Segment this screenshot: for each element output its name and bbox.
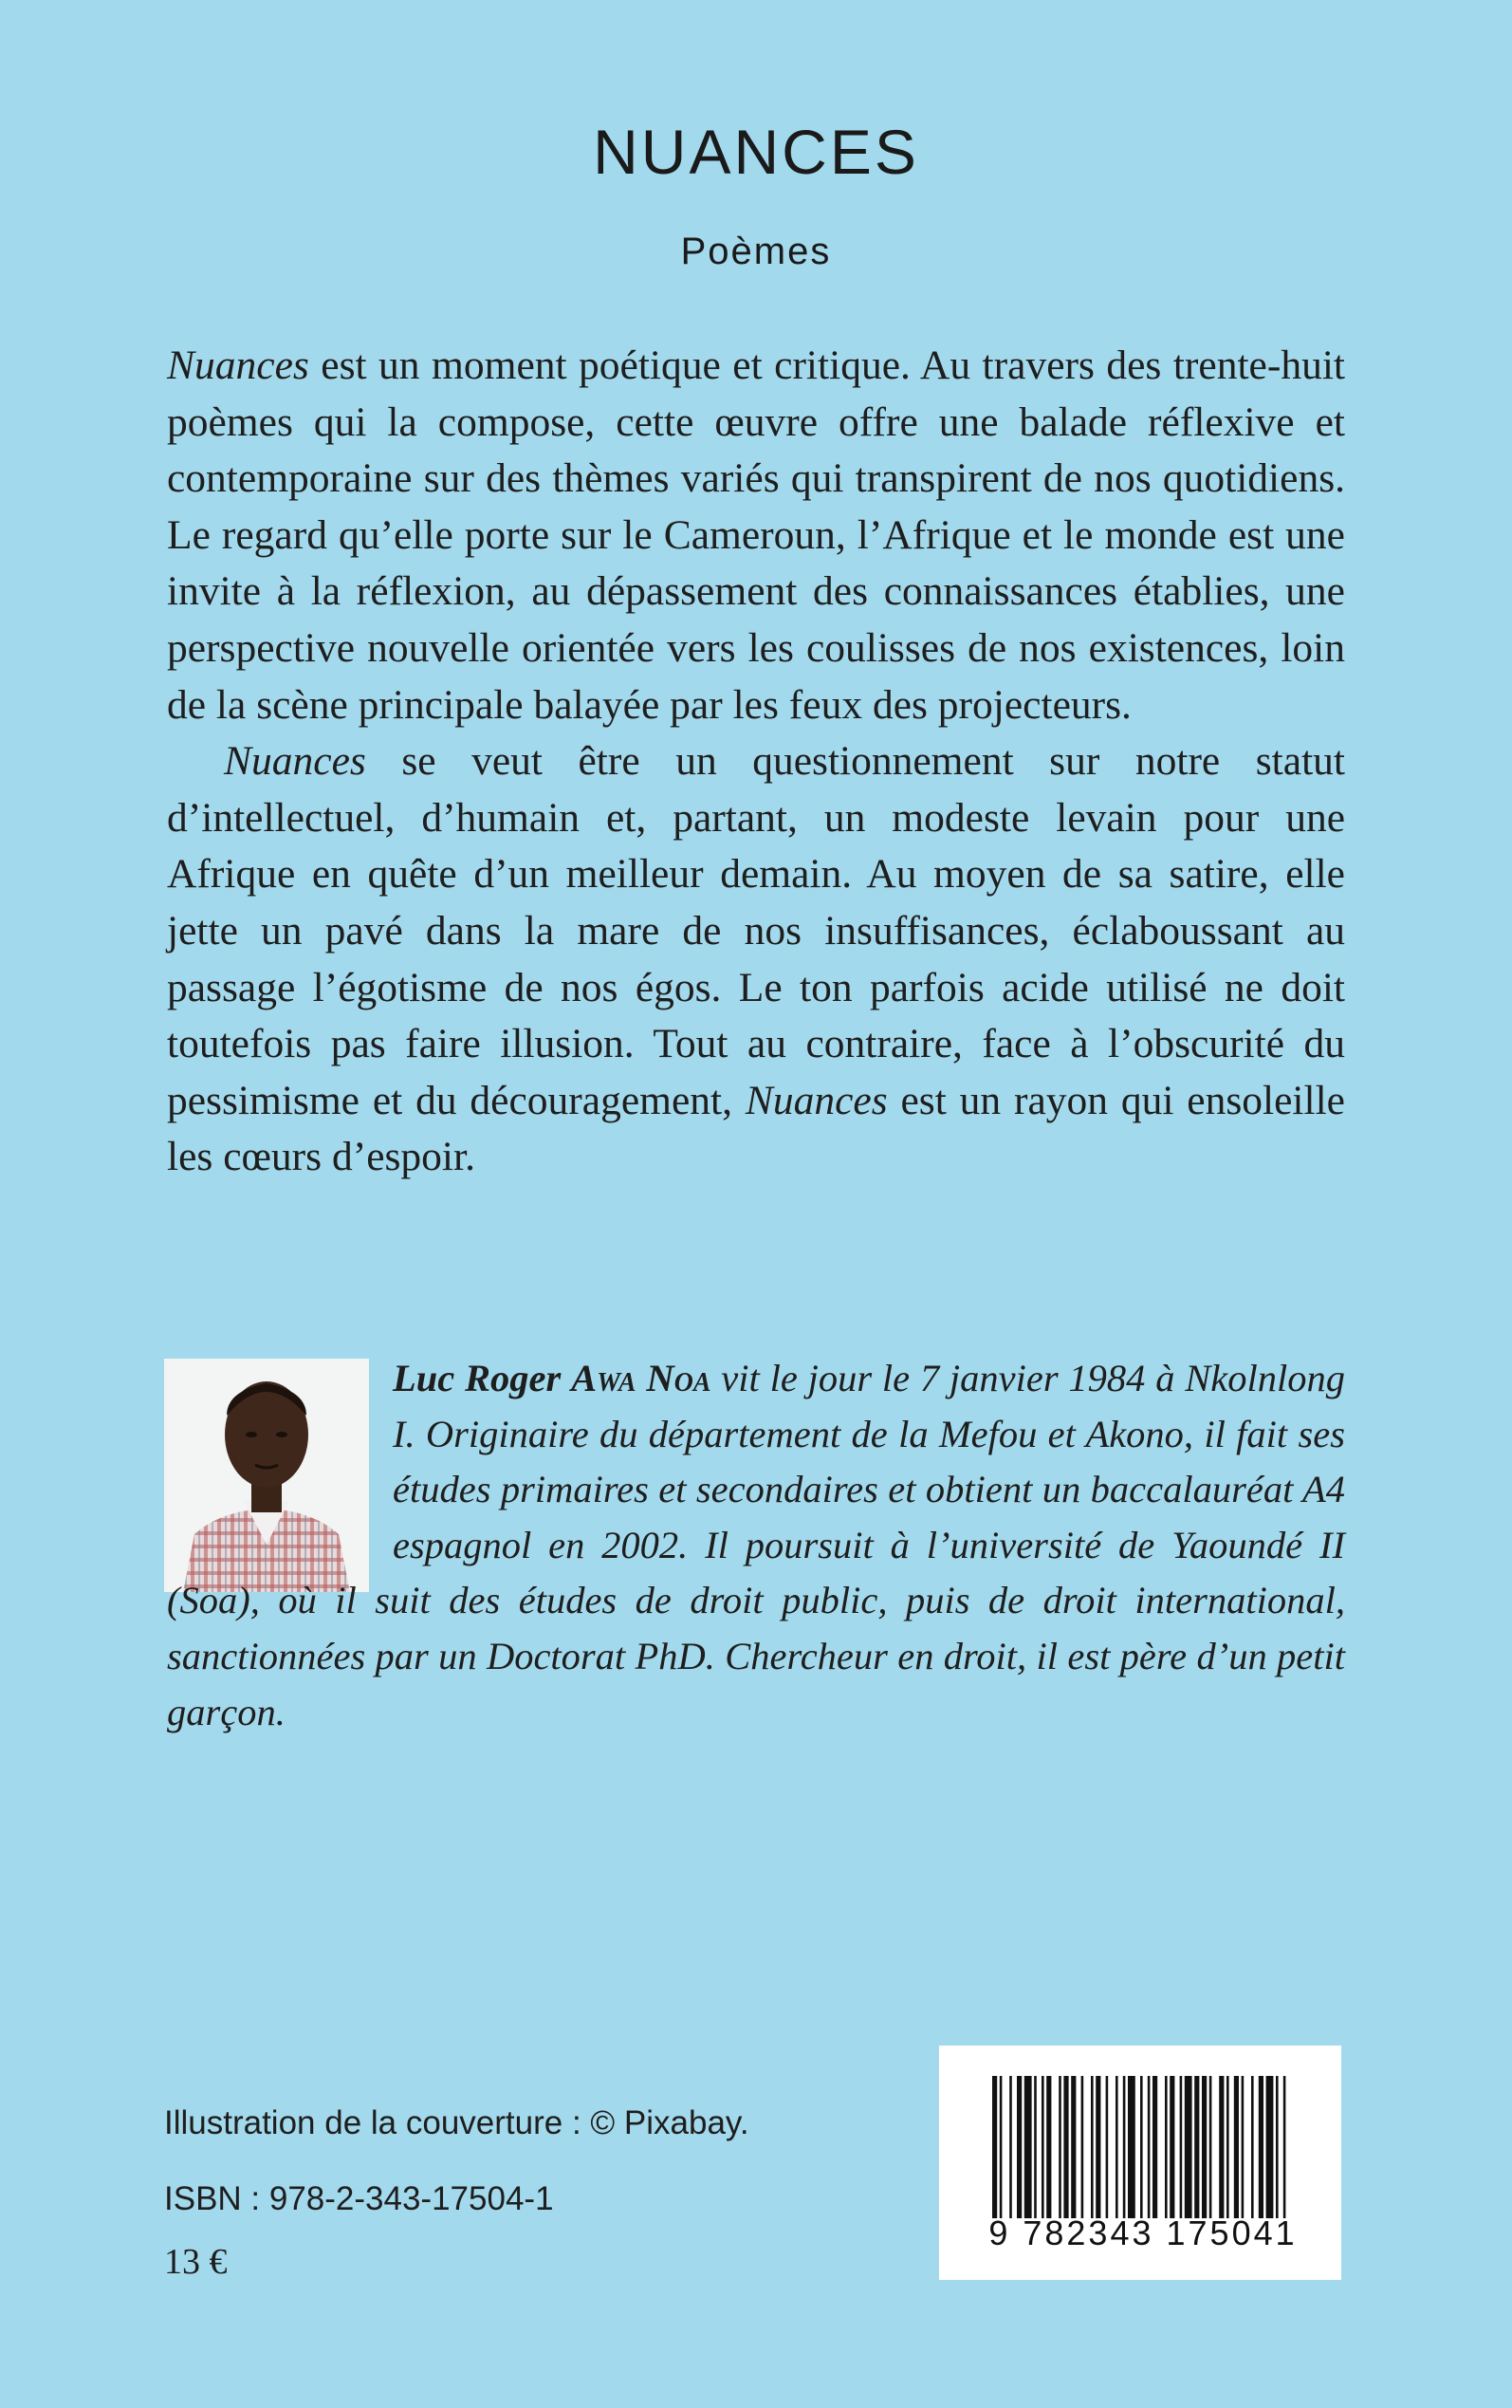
barcode-bar [1009,2076,1012,2218]
barcode-bar [1059,2076,1061,2218]
barcode-bar [1017,2076,1022,2218]
barcode-bar [1071,2076,1076,2218]
barcode-bar [1123,2076,1126,2218]
barcode-bar [1000,2076,1003,2218]
barcode-bar [1251,2076,1254,2218]
summary-paragraph-text: est un rayon qui ensoleille les cœurs d’espoir. [167,1077,1345,1180]
barcode-bar [992,2076,997,2218]
author-surname: Awa Noa [571,1357,711,1399]
barcode-bar [1042,2076,1044,2218]
barcode-bar [1046,2076,1051,2218]
barcode [939,2046,1341,2280]
barcode-bar [1266,2076,1274,2218]
barcode-bar [1140,2076,1143,2218]
barcode-bar [1180,2076,1183,2218]
barcode-bar [1091,2076,1094,2218]
book-title: NUANCES [593,117,919,187]
barcode-bar [1063,2076,1068,2218]
barcode-bars [992,2076,1288,2218]
isbn: ISBN : 978-2-343-17504-1 [164,2180,554,2217]
summary-paragraph-text: se veut être un questionnement sur notre statut d’intellectuel, d’humain et, partant, un modeste levain pour une Afrique en quête d’un meilleur demain. Au moyen de sa satire, elle jette un pavé dans la mare de nos insuffisances, éclaboussant au passage l’égotisme de nos égos. Le ton parfois acide utilisé ne doit toutefois pas faire illusion. Tout au contraire, face à l’obscurité du pessimisme et du découragement, [167,738,1345,1123]
author-bio-text: vit le jour le 7 janvier 1984 à Nkolnlong I. Originaire du département de la Mefou et Akono, il fait ses études primaires et secondaires et obtient un baccalauréat A4 espagnol en 2002. Il poursuit à l’université de Yaoundé II (Soa), où il suit des études de droit public, puis de droit international, sanctionnées par un Doctorat PhD. Chercheur en droit, il est père d’un petit garçon. [167,1357,1345,1733]
summary-title-ref: Nuances [224,738,366,785]
barcode-bar [1034,2076,1037,2218]
barcode-bar [1202,2076,1207,2218]
barcode-bar [1081,2076,1084,2218]
summary-title-ref: Nuances [167,343,309,388]
barcode-bar [1259,2076,1263,2218]
summary-paragraph-text: est un moment poétique et critique. Au travers des trente-huit poèmes qui la compose, cette œuvre offre une balade réflexive et contemporaine sur des thèmes variés qui transpirent de nos quotidiens. Le regard qu’elle porte sur le Cameroun, l’Afrique et le monde est une invite à la réflexion, au dépassement des connaissances établies, une perspective nouvelle orientée vers les coulisses de nos existences, loin de la scène principale balayée par les feux des projecteurs. [167,343,1345,728]
barcode-bar [1152,2076,1157,2218]
author-first-names: Luc Roger [393,1357,562,1399]
barcode-bar [1185,2076,1192,2218]
summary-paragraph [167,338,1345,733]
barcode-bar [1128,2076,1135,2218]
barcode-bar [1116,2076,1118,2218]
barcode-bar [1234,2076,1239,2218]
barcode-bar [1024,2076,1032,2218]
barcode-bar [1170,2076,1174,2218]
summary-title-ref: Nuances [745,1077,888,1123]
summary-paragraph [167,733,1345,1186]
barcode-bar [1209,2076,1212,2218]
barcode-bar [1219,2076,1224,2218]
barcode-digits: 9 782343 175041 [988,2214,1298,2252]
barcode-bar [1148,2076,1151,2218]
barcode-bar [1096,2076,1100,2218]
barcode-bar [1276,2076,1279,2218]
barcode-bar [1242,2076,1245,2218]
barcode-bar [1194,2076,1199,2218]
barcode-bar [1106,2076,1109,2218]
price: 13 € [164,2242,228,2282]
barcode-bar [1226,2076,1229,2218]
summary-text [167,338,1345,1186]
barcode-bar [1165,2076,1168,2218]
cover-credit: Illustration de la couverture : © Pixabay. [164,2104,749,2141]
barcode-bar [1283,2076,1286,2218]
author-bio [167,1351,1345,1740]
book-subtitle: Poèmes [680,231,832,272]
